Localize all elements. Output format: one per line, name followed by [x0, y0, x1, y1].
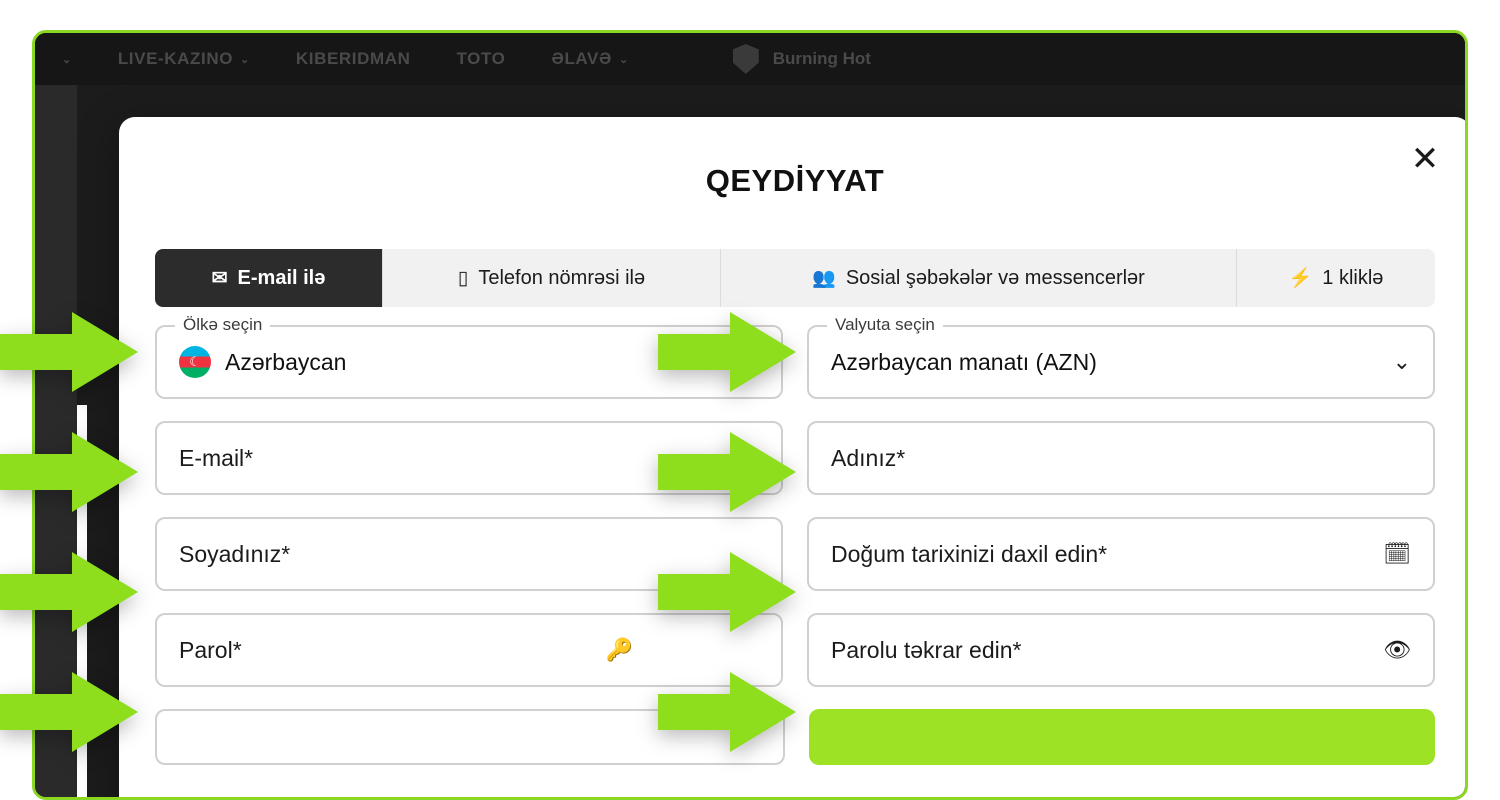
key-icon[interactable]: 🔑 — [605, 637, 633, 662]
site-navbar — [35, 33, 1465, 85]
password-repeat-field-placeholder: Parolu təkrar edin* — [831, 636, 1022, 663]
tab-label: E-mail ilə — [237, 266, 326, 289]
last-name-field[interactable] — [155, 517, 783, 591]
lightning-icon: ⚡ — [1288, 268, 1313, 289]
last-name-field-placeholder: Soyadınız* — [179, 540, 291, 567]
tab-label: 1 kliklə — [1322, 266, 1384, 289]
password-repeat-field[interactable] — [807, 613, 1435, 687]
phone-icon: ▯ — [457, 267, 469, 289]
shield-icon — [733, 44, 759, 74]
form-row-password — [155, 613, 1435, 687]
people-icon: 👥 — [812, 268, 836, 289]
tab-email[interactable] — [155, 249, 383, 307]
tab-label: Telefon nömrəsi ilə — [478, 266, 646, 289]
azerbaijan-flag-icon — [179, 346, 211, 378]
chevron-down-icon: ⌄ — [240, 53, 250, 66]
nav-item-label: ƏLAVƏ — [551, 49, 612, 68]
nav-brand-burning-hot[interactable] — [733, 44, 871, 74]
nav-item-toto[interactable] — [456, 49, 505, 69]
currency-select-value: Azərbaycan manatı (AZN) — [831, 348, 1097, 375]
close-icon[interactable]: ✕ — [1405, 139, 1445, 179]
first-name-field[interactable] — [807, 421, 1435, 495]
country-select[interactable] — [155, 315, 783, 399]
tab-social[interactable] — [721, 249, 1237, 307]
currency-select[interactable] — [807, 315, 1435, 399]
site-backdrop — [32, 30, 1468, 800]
email-field[interactable] — [155, 421, 783, 495]
form-row-bottom — [155, 709, 1435, 765]
registration-form — [155, 315, 1435, 765]
nav-item-label: TOTO — [456, 49, 506, 68]
nav-brand-label: Burning Hot — [772, 49, 871, 68]
birth-date-field[interactable] — [807, 517, 1435, 591]
nav-item-0[interactable] — [55, 53, 72, 66]
form-row-country-currency — [155, 315, 1435, 399]
nav-item-kiberidman[interactable] — [296, 49, 411, 69]
site-left-white-strip — [77, 405, 87, 800]
email-field-placeholder: E-mail* — [179, 444, 254, 471]
submit-button[interactable] — [809, 709, 1435, 765]
password-field[interactable] — [155, 613, 783, 687]
birth-date-field-placeholder: Doğum tarixinizi daxil edin* — [831, 540, 1108, 567]
form-row-email-firstname — [155, 421, 1435, 495]
tab-phone[interactable] — [383, 249, 721, 307]
tab-one-click[interactable] — [1237, 249, 1435, 307]
chevron-down-icon: ⌄ — [62, 53, 72, 66]
country-select-value: Azərbaycan — [225, 348, 347, 375]
password-field-placeholder: Parol* — [179, 636, 242, 663]
eye-off-icon[interactable]: 👁 — [1383, 637, 1411, 662]
nav-item-label: KIBERIDMAN — [295, 49, 411, 68]
registration-modal — [119, 117, 1468, 800]
tab-label: Sosial şəbəkələr və messencerlər — [845, 266, 1145, 289]
currency-select-label: Valyuta seçin — [827, 315, 943, 335]
nav-item-elave[interactable] — [552, 49, 629, 69]
page-title: QEYDİYYAT — [705, 163, 885, 198]
calendar-icon[interactable]: 🗓 — [1383, 541, 1411, 566]
first-name-field-placeholder: Adınız* — [831, 444, 906, 471]
registration-method-tabs — [155, 249, 1435, 307]
country-select-label: Ölkə seçin — [175, 315, 270, 335]
nav-item-label: LIVE-KAZINO — [117, 49, 234, 68]
site-left-rail — [35, 85, 77, 797]
envelope-icon: ✉ — [211, 267, 228, 289]
chevron-down-icon: ⌄ — [618, 53, 629, 66]
nav-item-live-kazino[interactable] — [118, 49, 250, 69]
form-row-lastname-birthdate — [155, 517, 1435, 591]
chevron-down-icon[interactable]: ⌄ — [1392, 349, 1411, 374]
promo-code-field[interactable] — [155, 709, 785, 765]
